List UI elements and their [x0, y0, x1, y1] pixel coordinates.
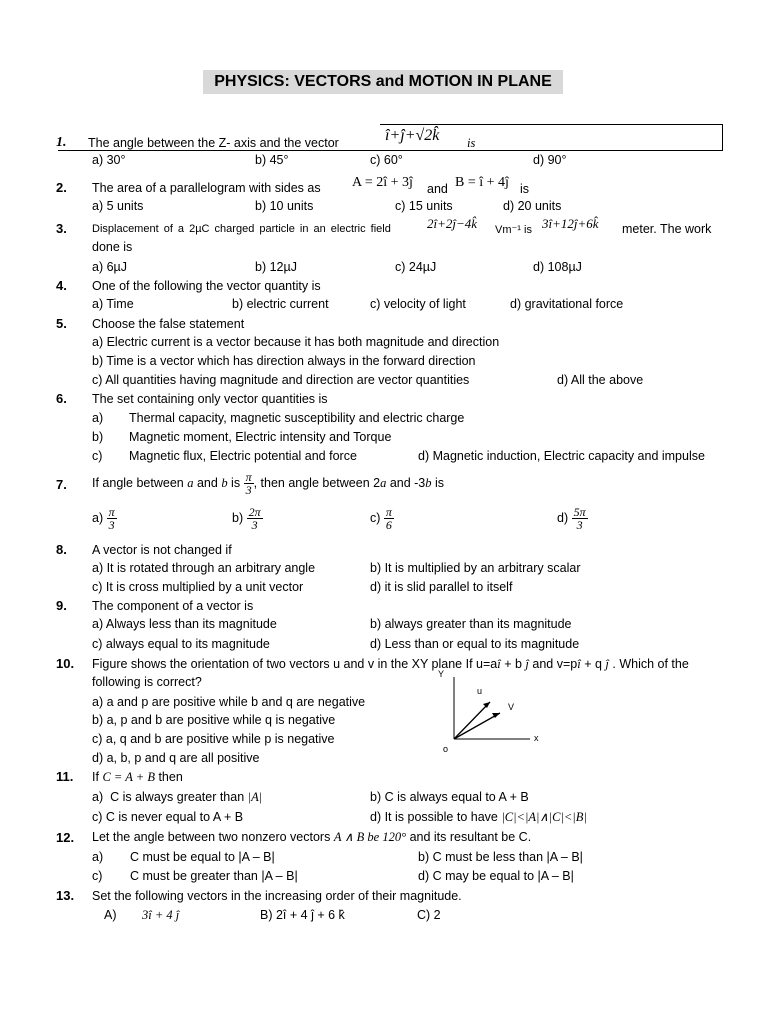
- q4-option-a: a) Time: [92, 297, 134, 311]
- q5-option-c: c) All quantities having magnitude and direction are vector quantities: [92, 373, 470, 387]
- q12-number: 12.: [56, 830, 75, 845]
- q6-option-c: Magnetic flux, Electric potential and force: [129, 449, 357, 463]
- q9-option-b: b) always greater than its magnitude: [370, 617, 572, 631]
- q7-option-c: c) $\frac{\pi}{6}$: [370, 505, 392, 532]
- q7-number: 7.: [56, 477, 67, 492]
- q10-option-d: d) a, b, p and q are all positive: [92, 751, 260, 765]
- q10-fig-u-label: u: [477, 686, 483, 696]
- q7-vec-b: b: [221, 476, 228, 490]
- q1-option-a: a) 30°: [92, 153, 126, 167]
- q5-text: Choose the false statement: [92, 317, 245, 331]
- q1-right-rule: [722, 124, 723, 151]
- q7-angle-fraction: $\frac{\pi}{3}$: [245, 470, 252, 498]
- q10-option-a: a) a and p are positive while b and q are negative: [92, 695, 366, 709]
- q12-text: Let the angle between two nonzero vectors A ∧ B be 120° and its resultant be C.: [92, 830, 532, 844]
- q10-fig-x-label: x: [534, 733, 539, 743]
- q10-fig-y-label: Y: [438, 669, 445, 679]
- q1-tail: is: [467, 136, 476, 150]
- q9-option-d: d) Less than or equal to its magnitude: [370, 637, 580, 651]
- q5-option-b: b) Time is a vector which has direction always in the forward direction: [92, 354, 476, 368]
- q7-mid: and -3: [389, 476, 426, 490]
- q2-option-b: b) 10 units: [255, 199, 314, 213]
- q8-option-a: a) It is rotated through an arbitrary angle: [92, 561, 316, 575]
- q12-option-b: b) C must be less than |A – B|: [418, 850, 583, 864]
- q1-number: 1.: [56, 135, 67, 150]
- q4-number: 4.: [56, 278, 67, 293]
- q12-option-c: C must be greater than |A – B|: [130, 869, 298, 883]
- q11-option-a: a) C is always greater than |A|: [92, 790, 263, 804]
- q2-option-d: d) 20 units: [503, 199, 562, 213]
- q4-text: One of the following the vector quantity is: [92, 279, 321, 293]
- q1-option-d: d) 90°: [533, 153, 567, 167]
- q4-option-d: d) gravitational force: [510, 297, 624, 311]
- q3-option-d: d) 108µJ: [533, 260, 582, 274]
- q3-displacement-expr: 3î+12ĵ+6k̂: [542, 216, 599, 231]
- q4-option-b: b) electric current: [232, 297, 329, 311]
- q10-option-c: c) a, q and b are positive while p is negative: [92, 732, 335, 746]
- q13-option-c: C) 2: [417, 908, 441, 922]
- q7-pre: If angle between: [92, 476, 184, 490]
- q3-option-c: c) 24µJ: [395, 260, 437, 274]
- q7-question-line: [92, 470, 444, 496]
- q5-option-a: a) Electric current is a vector because it has both magnitude and direction: [92, 335, 500, 349]
- q6-option-a: Thermal capacity, magnetic susceptibility and electric charge: [129, 411, 465, 425]
- q3-field-expr: 2î+2ĵ−4k̂: [427, 216, 478, 231]
- q3-unit: Vm⁻¹ is: [495, 224, 532, 236]
- q2-number: 2.: [56, 180, 67, 195]
- q2-text: The area of a parallelogram with sides as: [92, 181, 321, 195]
- q3-text: Displacement of a 2µC charged particle in an electric field: [92, 223, 391, 235]
- q6-label-c: c): [92, 449, 103, 463]
- page-title: PHYSICS: VECTORS and MOTION IN PLANE: [203, 70, 563, 94]
- q10-fig-origin-label: o: [443, 744, 449, 754]
- q7-vec-b2: b: [425, 476, 432, 490]
- q10-text: Figure shows the orientation of two vectors u and v in the XY plane If u=aî + b ĵ and v=pî + q ĵ . Which of the: [92, 657, 689, 671]
- q6-option-d: d) Magnetic induction, Electric capacity and impulse: [418, 449, 705, 463]
- q13-text: Set the following vectors in the increasing order of their magnitude.: [92, 889, 462, 903]
- q8-option-c: c) It is cross multiplied by a unit vector: [92, 580, 304, 594]
- q6-option-b: Magnetic moment, Electric intensity and Torque: [129, 430, 392, 444]
- q5-option-d: d) All the above: [557, 373, 644, 387]
- q11-option-b: b) C is always equal to A + B: [370, 790, 529, 804]
- q9-option-c: c) always equal to its magnitude: [92, 637, 270, 651]
- q7-option-a: a) $\frac{\pi}{3}$: [92, 505, 115, 532]
- q7-and: and: [196, 476, 218, 490]
- q7-option-b: b) $\frac{2\pi}{3}$: [232, 505, 261, 532]
- q3-number: 3.: [56, 221, 67, 236]
- q10-fig-v-label: V: [508, 702, 515, 712]
- q12-label-a: a): [92, 850, 104, 864]
- q11-option-c: c) C is never equal to A + B: [92, 810, 244, 824]
- q1-vector-expr: î+ĵ+√2k̂: [385, 127, 440, 144]
- q4-option-c: c) velocity of light: [370, 297, 466, 311]
- q8-number: 8.: [56, 542, 67, 557]
- q12-label-c: c): [92, 869, 103, 883]
- q12-option-d: d) C may be equal to |A – B|: [418, 869, 574, 883]
- q3-line2: done is: [92, 240, 133, 254]
- q2-option-a: a) 5 units: [92, 199, 144, 213]
- q10-vector-figure: [430, 665, 550, 755]
- q2-and: and: [427, 182, 448, 196]
- q10-number: 10.: [56, 656, 75, 671]
- q7-is: is: [231, 476, 241, 490]
- q6-number: 6.: [56, 391, 67, 406]
- q11-number: 11.: [56, 769, 74, 784]
- q2-option-c: c) 15 units: [395, 199, 453, 213]
- q3-option-a: a) 6µJ: [92, 260, 127, 274]
- q1-option-c: c) 60°: [370, 153, 403, 167]
- q2-tail: is: [520, 182, 530, 196]
- q9-number: 9.: [56, 598, 67, 613]
- q7-post: , then angle between 2: [253, 476, 381, 490]
- q9-option-a: a) Always less than its magnitude: [92, 617, 277, 631]
- q13-option-a: 3î + 4 ĵ: [142, 908, 180, 922]
- q3-tail: meter. The work: [622, 222, 712, 236]
- q10-option-b: b) a, p and b are positive while q is negative: [92, 713, 336, 727]
- q13-number: 13.: [56, 888, 75, 903]
- q6-label-b: b): [92, 430, 104, 444]
- q13-option-b: B) 2î + 4 ĵ + 6 k̂: [260, 908, 345, 922]
- q13-option-a-label: A): [104, 908, 117, 922]
- q3-option-b: b) 12µJ: [255, 260, 297, 274]
- q11-text: If C = A + B then: [92, 770, 183, 784]
- q12-expr: A ∧ B be 120°: [333, 830, 407, 844]
- q5-number: 5.: [56, 316, 67, 331]
- q9-text: The component of a vector is: [92, 599, 254, 613]
- q7-vec-a2: a: [380, 476, 387, 490]
- q11-expr: C = A + B: [102, 770, 155, 784]
- q1-text: The angle between the Z- axis and the vector: [88, 136, 339, 150]
- q11-option-d: d) It is possible to have |C|<|A|∧|C|<|B|: [370, 810, 587, 824]
- q7-tail: is: [435, 476, 445, 490]
- q8-option-b: b) It is multiplied by an arbitrary scalar: [370, 561, 581, 575]
- q1-top-rule: [380, 124, 723, 125]
- q2-expr-a: A = 2î + 3ĵ: [352, 175, 413, 190]
- q8-option-d: d) it is slid parallel to itself: [370, 580, 513, 594]
- q1-option-b: b) 45°: [255, 153, 289, 167]
- q7-vec-a: a: [187, 476, 194, 490]
- q2-expr-b: B = î + 4ĵ: [455, 175, 509, 190]
- q7-option-d: d) $\frac{5\pi}{3}$: [557, 505, 586, 532]
- q12-option-a: C must be equal to |A – B|: [130, 850, 275, 864]
- q8-text: A vector is not changed if: [92, 543, 232, 557]
- q6-label-a: a): [92, 411, 104, 425]
- q10-line2: following is correct?: [92, 675, 202, 689]
- q6-text: The set containing only vector quantities is: [92, 392, 328, 406]
